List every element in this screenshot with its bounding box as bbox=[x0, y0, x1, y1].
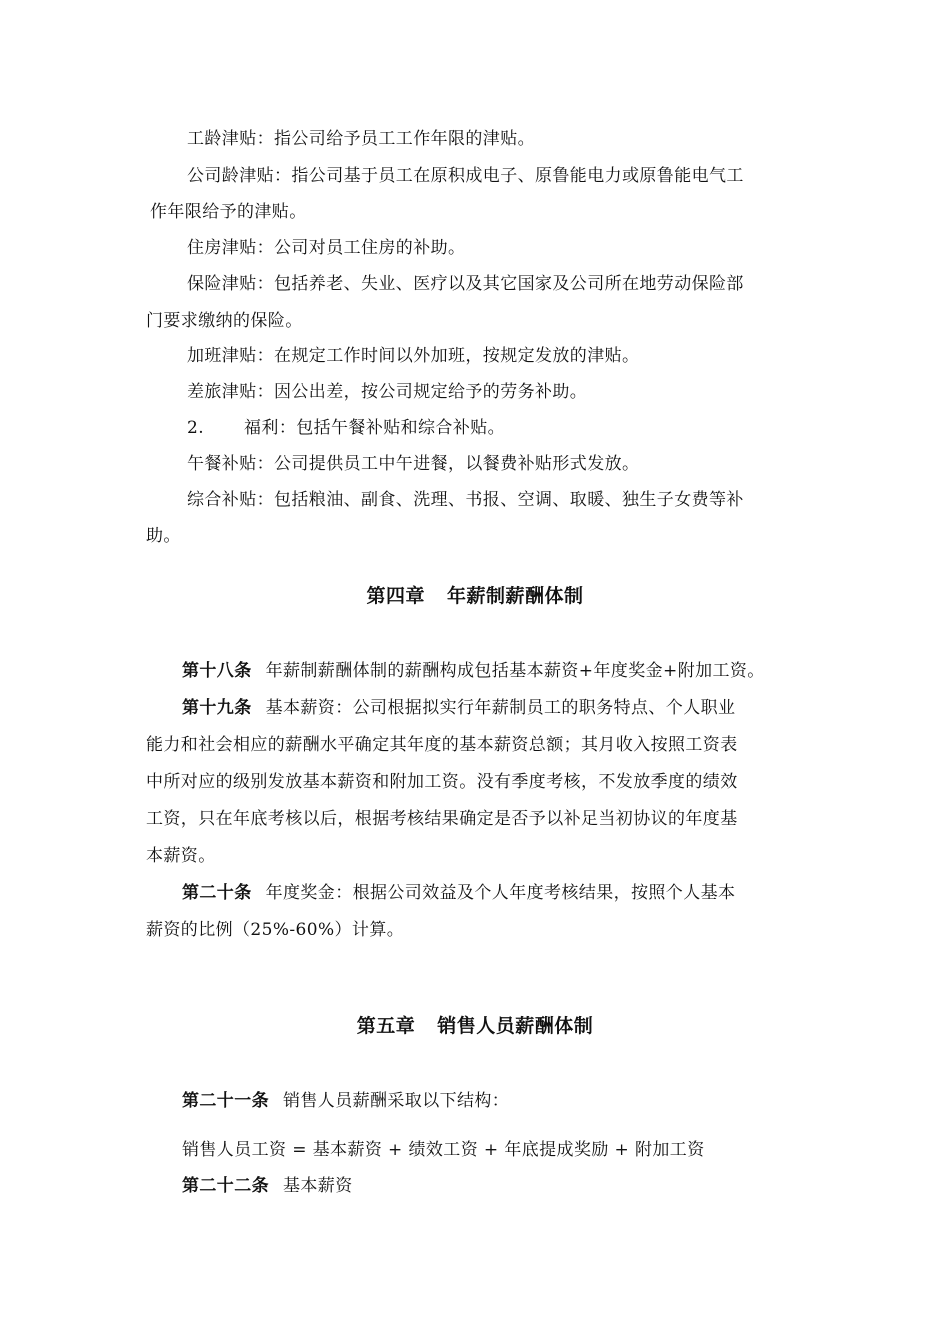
article-19-line-2: 能力和社会相应的薪酬水平确定其年度的基本薪资总额；其月收入按照工资表 bbox=[146, 735, 738, 755]
article-20 bbox=[182, 882, 735, 904]
allowance-insurance-cont: 门要求缴纳的保险。 bbox=[146, 311, 303, 331]
allowance-housing: 住房津贴：公司对员工住房的补助。 bbox=[187, 238, 466, 258]
article-19-label: 第十九条 bbox=[182, 698, 252, 718]
article-19-line-5: 本薪资。 bbox=[146, 846, 216, 866]
allowance-overtime: 加班津贴：在规定工作时间以外加班，按规定发放的津贴。 bbox=[187, 346, 640, 366]
welfare-item bbox=[187, 417, 505, 439]
article-18-label: 第十八条 bbox=[182, 661, 252, 681]
article-20-label: 第二十条 bbox=[182, 883, 252, 903]
chapter-5-heading bbox=[0, 1014, 950, 1038]
article-22-label: 第二十二条 bbox=[182, 1176, 269, 1196]
chapter-4-number: 第四章 bbox=[366, 585, 425, 607]
chapter-4-heading bbox=[0, 584, 950, 608]
chapter-5-title: 销售人员薪酬体制 bbox=[437, 1015, 594, 1037]
article-18-text: 年薪制薪酬体制的薪酬构成包括基本薪资+年度奖金+附加工资。 bbox=[265, 661, 765, 681]
article-20-text: 年度奖金：根据公司效益及个人年度考核结果，按照个人基本 bbox=[265, 883, 736, 903]
article-22-text: 基本薪资 bbox=[283, 1176, 353, 1196]
article-20-line-2: 薪资的比例（25%-60%）计算。 bbox=[146, 920, 405, 940]
allowance-seniority: 工龄津贴：指公司给予员工工作年限的津贴。 bbox=[187, 129, 535, 149]
allowance-travel: 差旅津贴：因公出差，按公司规定给予的劳务补助。 bbox=[187, 382, 588, 402]
welfare-number: 2. bbox=[187, 418, 205, 438]
article-21-text: 销售人员薪酬采取以下结构： bbox=[283, 1091, 510, 1111]
allowance-company-seniority: 公司龄津贴：指公司基于员工在原积成电子、原鲁能电力或原鲁能电气工 bbox=[187, 166, 744, 186]
welfare-text: 福利：包括午餐补贴和综合补贴。 bbox=[244, 418, 506, 438]
allowance-insurance: 保险津贴：包括养老、失业、医疗以及其它国家及公司所在地劳动保险部 bbox=[187, 274, 744, 294]
article-21-label: 第二十一条 bbox=[182, 1091, 269, 1111]
subsidy-general: 综合补贴：包括粮油、副食、洗理、书报、空调、取暖、独生子女费等补 bbox=[187, 490, 744, 510]
subsidy-general-cont: 助。 bbox=[146, 526, 181, 546]
chapter-5-number: 第五章 bbox=[356, 1015, 416, 1037]
salary-formula: 销售人员工资 = 基本薪资 + 绩效工资 + 年底提成奖励 + 附加工资 bbox=[182, 1140, 705, 1160]
article-19-line-3: 中所对应的级别发放基本薪资和附加工资。没有季度考核，不发放季度的绩效 bbox=[146, 772, 738, 792]
article-21 bbox=[182, 1090, 509, 1112]
article-18 bbox=[182, 660, 765, 682]
article-19-line-4: 工资，只在年底考核以后，根据考核结果确定是否予以补足当初协议的年度基 bbox=[146, 809, 738, 829]
chapter-4-title: 年薪制薪酬体制 bbox=[447, 585, 584, 607]
article-19 bbox=[182, 697, 735, 719]
subsidy-lunch: 午餐补贴：公司提供员工中午进餐，以餐费补贴形式发放。 bbox=[187, 454, 640, 474]
allowance-company-seniority-cont: 作年限给予的津贴。 bbox=[150, 202, 307, 222]
article-19-text: 基本薪资：公司根据拟实行年薪制员工的职务特点、个人职业 bbox=[265, 698, 736, 718]
article-22 bbox=[182, 1175, 353, 1197]
